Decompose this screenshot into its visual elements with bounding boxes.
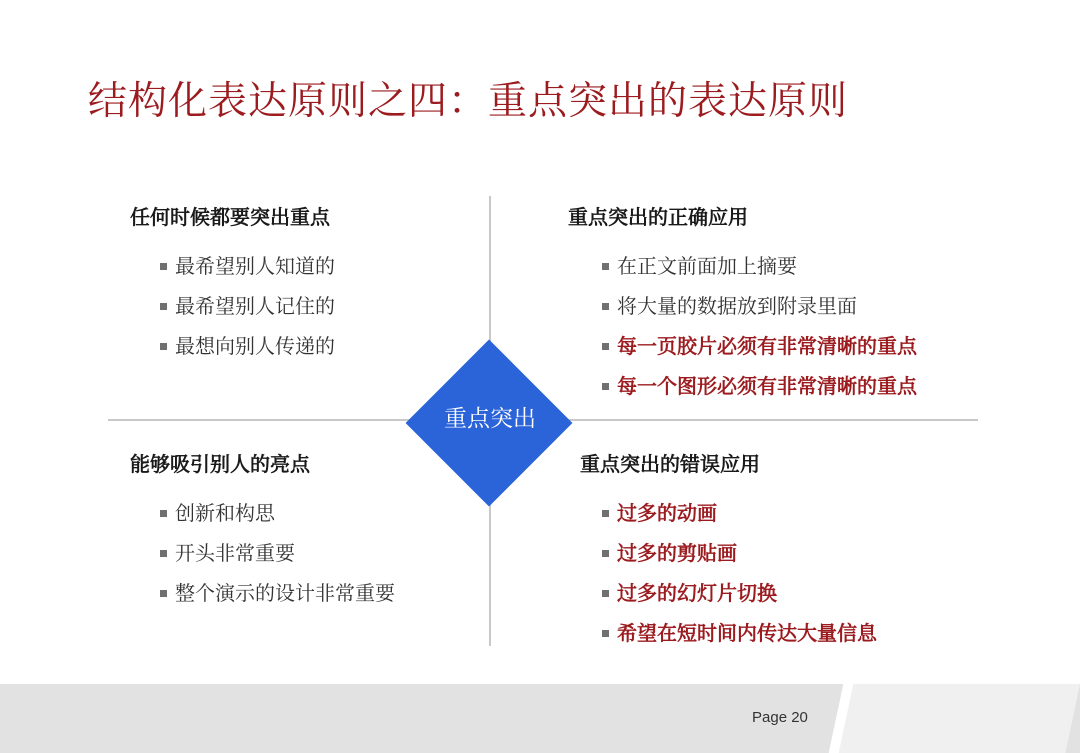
list-item [602,244,917,284]
slide-title: 结构化表达原则之四：重点突出的表达原则 [88,79,849,124]
square-bullet-icon [602,590,609,597]
square-bullet-icon [602,550,609,557]
list-item [160,324,335,364]
list-item-emphasized [602,491,877,531]
list-item-emphasized [602,571,877,611]
quadrant-list [568,244,917,404]
list-item-emphasized [602,531,877,571]
list-item [160,244,335,284]
square-bullet-icon [602,630,609,637]
list-item-text: 开头非常重要 [175,540,295,565]
quadrant-bottom-left [130,448,395,611]
square-bullet-icon [602,263,609,270]
square-bullet-icon [160,263,167,270]
list-item-text: 在正文前面加上摘要 [617,253,797,278]
list-item-text: 最希望别人记住的 [175,293,335,318]
list-item-text: 将大量的数据放到附录里面 [617,293,857,318]
list-item-text: 最想向别人传递的 [175,333,335,358]
square-bullet-icon [602,343,609,350]
list-item-text: 过多的剪贴画 [617,540,737,565]
list-item [602,284,917,324]
quadrant-top-left [130,201,335,364]
list-item-text: 最希望别人知道的 [175,253,335,278]
square-bullet-icon [160,510,167,517]
center-label: 重点突出 [444,406,536,432]
quadrant-top-right [568,201,917,404]
square-bullet-icon [602,510,609,517]
list-item-text: 过多的幻灯片切换 [617,580,777,605]
list-item-text: 整个演示的设计非常重要 [175,580,395,605]
list-item [160,491,395,531]
quadrant-heading: 能够吸引别人的亮点 [130,452,310,476]
square-bullet-icon [602,383,609,390]
list-item-text: 创新和构思 [175,500,275,525]
quadrant-heading: 任何时候都要突出重点 [130,205,330,229]
page-number: Page 20 [752,709,808,726]
list-item-emphasized [602,611,877,651]
list-item [160,284,335,324]
footer-decoration [835,684,1080,753]
list-item-emphasized [602,324,917,364]
list-item-text: 每一页胶片必须有非常清晰的重点 [617,333,917,358]
list-item [160,571,395,611]
square-bullet-icon [160,303,167,310]
square-bullet-icon [602,303,609,310]
quadrant-list [130,491,395,611]
list-item-text: 希望在短时间内传达大量信息 [617,620,877,645]
quadrant-list [130,244,335,364]
list-item-text: 每一个图形必须有非常清晰的重点 [617,373,917,398]
square-bullet-icon [160,590,167,597]
square-bullet-icon [160,343,167,350]
quadrant-bottom-right [580,448,877,651]
square-bullet-icon [160,550,167,557]
quadrant-list [580,491,877,651]
quadrant-heading: 重点突出的错误应用 [580,452,760,476]
list-item [160,531,395,571]
list-item-emphasized [602,364,917,404]
quadrant-heading: 重点突出的正确应用 [568,205,748,229]
list-item-text: 过多的动画 [617,500,717,525]
